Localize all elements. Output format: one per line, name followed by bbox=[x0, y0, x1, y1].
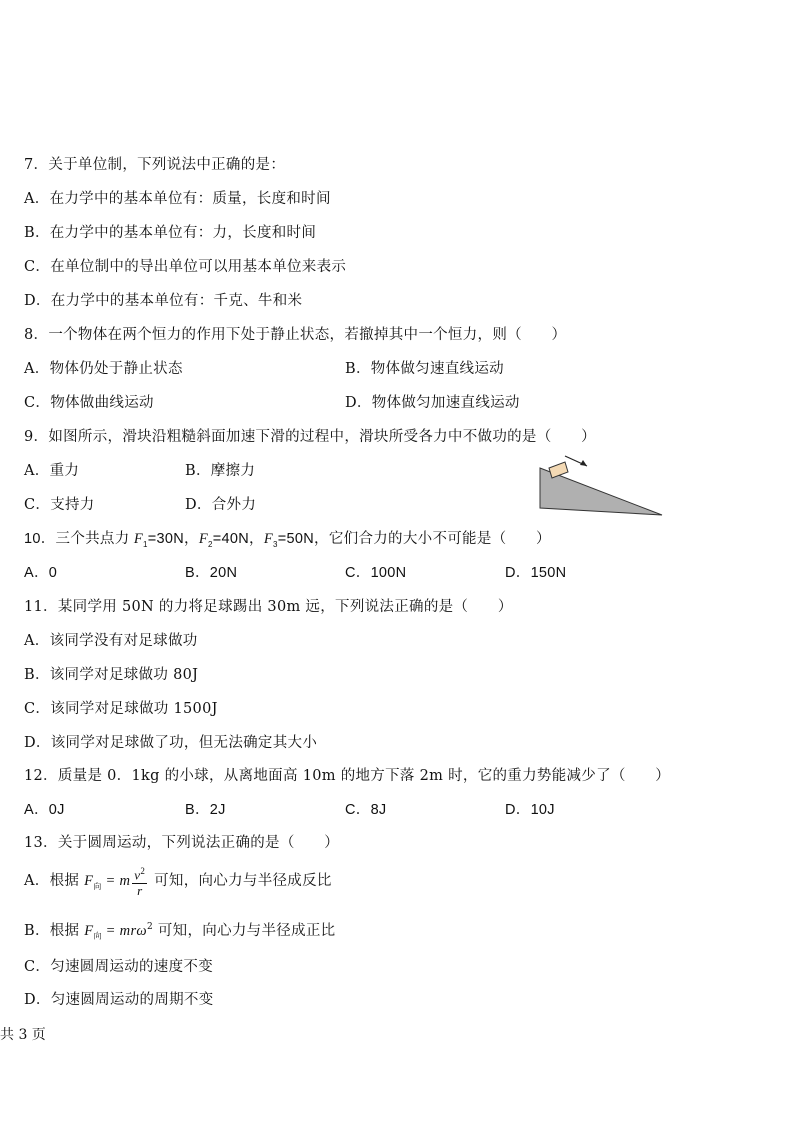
q13-option-c: C．匀速圆周运动的速度不变 bbox=[24, 959, 213, 975]
q11-option-c: C．该同学对足球做功 1500J bbox=[24, 701, 218, 717]
q9-option-d: D．合外力 bbox=[185, 497, 257, 513]
q9-option-c: C．支持力 bbox=[24, 497, 95, 513]
q7-option-a: A．在力学中的基本单位有：质量，长度和时间 bbox=[24, 191, 331, 207]
q9-option-b: B．摩擦力 bbox=[185, 463, 256, 479]
q11-stem: 11．某同学用 50N 的力将足球踢出 30m 远，下列说法正确的是（ ） bbox=[24, 599, 513, 615]
q11-option-a: A．该同学没有对足球做功 bbox=[24, 633, 198, 649]
slider-block bbox=[549, 462, 568, 478]
q7-option-b: B．在力学中的基本单位有：力，长度和时间 bbox=[24, 225, 317, 241]
q11-option-b: B．该同学对足球做功 80J bbox=[24, 667, 199, 683]
q9-option-a: A．重力 bbox=[24, 463, 80, 479]
q8-stem: 8．一个物体在两个恒力的作用下处于静止状态，若撤掉其中一个恒力，则（ ） bbox=[24, 327, 567, 343]
q8-option-c: C．物体做曲线运动 bbox=[24, 395, 154, 411]
q10-option-b: B．20N bbox=[185, 565, 238, 581]
q8-option-d: D．物体做匀加速直线运动 bbox=[345, 395, 520, 411]
q7-stem: 7．关于单位制，下列说法中正确的是： bbox=[24, 157, 286, 173]
q7-option-c: C．在单位制中的导出单位可以用基本单位来表示 bbox=[24, 259, 347, 275]
incline-figure bbox=[535, 448, 665, 518]
q13-option-d: D．匀速圆周运动的周期不变 bbox=[24, 992, 214, 1008]
q12-stem: 12．质量是 0．1kg 的小球，从离地面高 10m 的地方下落 2m 时，它的重力势能减少了（ ） bbox=[24, 768, 671, 784]
q10-option-a: A．0 bbox=[24, 565, 58, 581]
q7-option-d: D．在力学中的基本单位有：千克、牛和米 bbox=[24, 293, 303, 309]
q8-option-a: A．物体仍处于静止状态 bbox=[24, 361, 183, 377]
fraction-v2-over-r: $\frac{v^2}{r}$ bbox=[134, 866, 146, 898]
q9-stem: 9．如图所示，滑块沿粗糙斜面加速下滑的过程中，滑块所受各力中不做功的是（ ） bbox=[24, 429, 596, 445]
q10-option-c: C．100N bbox=[345, 565, 407, 581]
q12-option-b: B．2J bbox=[185, 802, 226, 818]
q12-option-d: D．10J bbox=[505, 802, 555, 818]
q12-option-c: C．8J bbox=[345, 802, 387, 818]
q8-option-b: B．物体做匀速直线运动 bbox=[345, 361, 504, 377]
q13-option-a: A．根据 $F_向 = m$ $\frac{v^2}{r}$ 可知，向心力与半径成反比 bbox=[24, 866, 332, 898]
q13-option-b: B．根据 $F_向 = mr\omega^2$ 可知，向心力与半径成正比 bbox=[24, 922, 336, 941]
q10-option-d: D．150N bbox=[505, 565, 567, 581]
page-footer: 共 3 页 bbox=[0, 1027, 46, 1043]
q13-stem: 13．关于圆周运动，下列说法正确的是（ ） bbox=[24, 835, 340, 851]
q11-option-d: D．该同学对足球做了功，但无法确定其大小 bbox=[24, 735, 318, 751]
q10-stem: 10．三个共点力 $F_1=30N$，$F_2=40N$，$F_3=50N$，它们合力的大小不可能是（ ） bbox=[24, 531, 551, 549]
q12-option-a: A．0J bbox=[24, 802, 65, 818]
